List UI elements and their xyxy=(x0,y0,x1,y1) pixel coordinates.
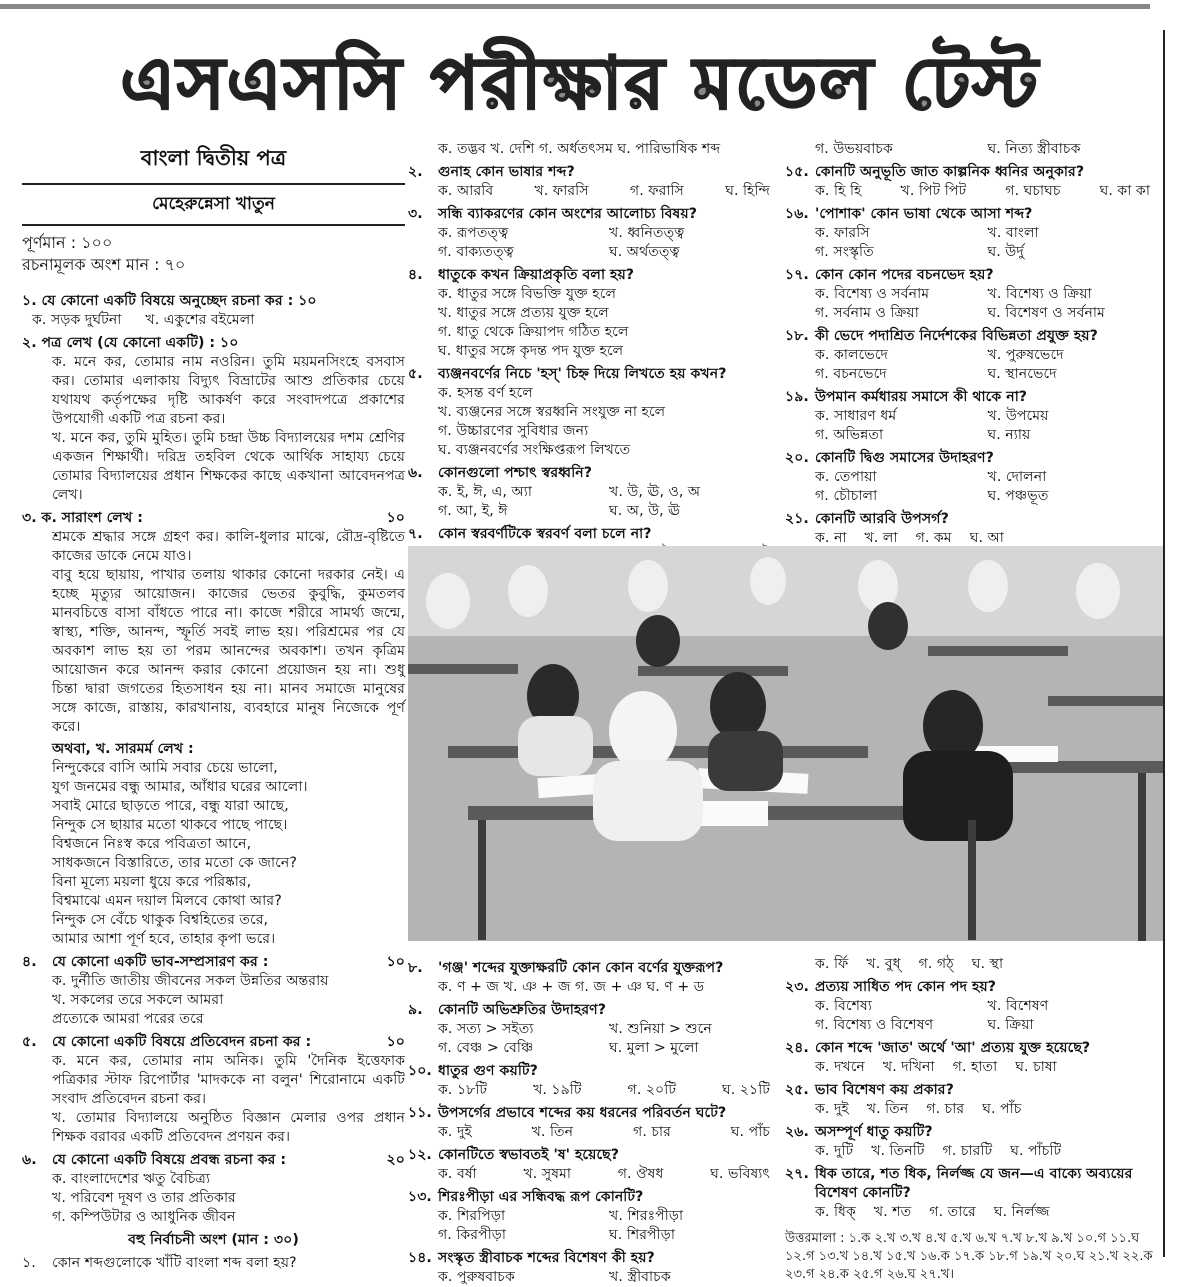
question-text: 'গঞ্জ' শব্দের যুক্তাক্ষরটি কোন কোন বর্ণের যুক্তরূপ? xyxy=(438,960,724,976)
option: ক. দখনে xyxy=(815,1059,865,1075)
question-number: ১০. xyxy=(408,1063,432,1079)
option: ঘ. ব্যঞ্জনবর্ণের সংক্ষিপ্তরূপ লিখতে xyxy=(438,442,631,458)
paragraph: খ. মনে কর, তুমি মুহিত। তুমি চন্দ্রা উচ্চ বিদ্যালয়ের দশম শ্রেণির একজন শিক্ষার্থী। দরিদ্র তহবিল থেকে আর্থিক সাহায্য চেয়ে তোমার বিদ্যালয়ের প্রধান শিক্ষকের কাছে একখানা আবেদনপত্র লেখ। xyxy=(52,430,405,503)
option: ঘ. আ xyxy=(969,530,1005,546)
option: গ. সংস্কৃতি xyxy=(815,244,874,260)
option: খ. শুনিয়া > শুনে xyxy=(609,1021,712,1037)
middle-column-top xyxy=(408,140,780,563)
option: খ. উ, ঊ, ও, অ xyxy=(609,484,701,500)
question-text: ধাতুর গুণ কয়টি? xyxy=(438,1063,538,1079)
option: গ. ধাতু থেকে ক্রিয়াপদ গঠিত হলে xyxy=(438,324,629,340)
poem-line: বিশ্বমাঝে এমন দয়াল মিলবে কোথা আর? xyxy=(52,893,282,909)
subject-title: বাংলা দ্বিতীয় পত্র xyxy=(140,145,287,170)
option: ক. শিরপিড়া xyxy=(438,1208,506,1224)
question-text: কোন শব্দগুলোকে খাঁটি বাংলা শব্দ বলা হয়? xyxy=(52,1255,297,1271)
poem-line: সবাই মোরে ছাড়তে পারে, বন্ধু যারা আছে, xyxy=(52,798,289,814)
creative-marks: রচনামূলক অংশ মান : ৭০ xyxy=(22,255,186,274)
poem-line: সাধকজনে বিস্তারিতে, তার মতো কে জানে? xyxy=(52,855,297,871)
question-number: ৪. xyxy=(408,267,423,283)
options xyxy=(785,1058,1160,1077)
right-column-bottom xyxy=(785,955,1160,1284)
option: খ. বুধ্ xyxy=(866,956,901,972)
options xyxy=(408,1268,780,1287)
option: গ. ঘচাঘচ xyxy=(1005,183,1061,199)
option: গ. বাক্যতত্ত্ব xyxy=(438,244,514,260)
option: ক. বাংলাদেশের ঋতু বৈচিত্র্য xyxy=(52,1171,211,1187)
option: খ. শিরঃপীড়া xyxy=(609,1208,684,1224)
mcq-question xyxy=(785,327,1160,346)
question-number: ১৪. xyxy=(408,1250,432,1266)
page-title: এসএসসি পরীক্ষার মডেল টেস্ট xyxy=(120,40,1040,125)
option: ঘ. বিশেষণ ও সর্বনাম xyxy=(987,305,1105,321)
question-number: ২৩. xyxy=(785,979,809,995)
option: গ. হাতা xyxy=(952,1059,998,1075)
option: ক. পুরুষবাচক xyxy=(438,1269,515,1285)
option: গ. উভয়বাচক xyxy=(815,141,893,157)
option: ঘ. হিন্দি xyxy=(725,183,770,199)
option: গ. ২০টি xyxy=(627,1082,677,1098)
poem-line: নিন্দুক সে ছায়ার মতো থাকবে পাছে পাছে। xyxy=(52,817,288,833)
option: খ. তিন xyxy=(866,1101,909,1117)
poem-line: নিন্দুক সে বেঁচে থাকুক বিশ্বহিতের তরে, xyxy=(52,912,269,928)
option: খ. পরিবেশ দূষণ ও তার প্রতিকার xyxy=(52,1190,236,1206)
right-column-top xyxy=(785,140,1160,571)
question-text: ধাতুকে কখন ক্রিয়াপ্রকৃতি বলা হয়? xyxy=(438,267,635,283)
question-text: যে কোনো একটি বিষয়ে প্রবন্ধ রচনা কর : xyxy=(52,1152,287,1168)
option: ক. না xyxy=(815,530,847,546)
question-number: ১৫. xyxy=(785,164,809,180)
question-1 xyxy=(22,292,405,311)
option: ক. রূপতত্ত্ব xyxy=(438,225,509,241)
option: খ. স্ত্রীবাচক xyxy=(609,1269,671,1285)
options xyxy=(785,1142,1160,1161)
options xyxy=(408,285,780,361)
options xyxy=(22,311,405,330)
option: ঘ. কা কা xyxy=(1099,183,1150,199)
option: ঘ. পঞ্চভূত xyxy=(987,488,1049,504)
question-text: কোনটিতে স্বভাবতই 'ষ' হয়েছে? xyxy=(438,1147,620,1163)
mcq-question xyxy=(408,266,780,285)
question-text: অসম্পূর্ণ ধাতু কয়টি? xyxy=(815,1124,933,1140)
question-text: কোনটি অভিশ্রুতির উদাহরণ? xyxy=(438,1002,606,1018)
poem xyxy=(22,759,405,949)
mcq-question xyxy=(785,163,1160,182)
question-number: ৫. xyxy=(408,366,423,382)
options xyxy=(785,955,1160,974)
option: খ. লা xyxy=(864,530,898,546)
option: ঘ. অর্থতত্ত্ব xyxy=(609,244,680,260)
option: ক. দুটি xyxy=(815,1143,854,1159)
options xyxy=(22,972,405,1029)
passage-line: বাবু হয়ে ছায়ায়, পাখার তলায় থাকার কোনো দরকার নেই। এ হচ্ছে মৃত্যুর আয়োজন। কাজের ভেতর কুবুদ্ধি, কুমতলব মানবচিত্তে বাসা বাঁধতে পারে না। কাজে শরীরে সামর্থ্য জন্মে, স্বাস্থ্য, শক্তি, আনন্দ, স্ফূর্তি সবই লাভ হয়। পরিশ্রমের পর যে অবকাশ লাভ হয় তা পরম আনন্দের অবকাশ। তখন কৃত্রিম আয়োজন করে আনন্দ করার কোনো প্রয়োজন হয় না। শুধু চিন্তা দ্বারা জগতের হিতসাধন হয় না। মানব সমাজে মানুষের সঙ্গে কাজে, রাস্তায়, কারখানায়, ব্যবহারে মানুষ নিজেকে পূর্ণ করে। xyxy=(52,567,405,735)
options xyxy=(785,407,1160,445)
option: গ. চার xyxy=(633,1124,671,1140)
option: ঘ. ভবিষ্যৎ xyxy=(710,1166,770,1182)
option: খ. তিন xyxy=(531,1124,574,1140)
option: ঘ. উর্দু xyxy=(987,244,1024,260)
options xyxy=(408,182,780,201)
option: গ. ঔষধ xyxy=(617,1166,664,1182)
question-text: যে কোনো একটি ভাব-সম্প্রসারণ কর : xyxy=(52,954,269,970)
poem-line: নিন্দুকেরে বাসি আমি সবার চেয়ে ভালো, xyxy=(52,760,278,776)
option: গ. বিশেষ্য ও বিশেষণ xyxy=(815,1017,934,1033)
question-number: ২৪. xyxy=(785,1040,809,1056)
options xyxy=(785,224,1160,262)
option: ঘ. নিত্য স্ত্রীবাচক xyxy=(987,141,1081,157)
question-text: সন্ধি ব্যাকরণের কোন অংশের আলোচ্য বিষয়? xyxy=(438,206,697,222)
question-text: কোন স্বরবর্ণটিকে স্বরবর্ণ বলা চলে না? xyxy=(438,526,652,542)
exam-hall-photo xyxy=(408,546,1163,941)
paragraph: খ. তোমার বিদ্যালয়ে অনুষ্ঠিত বিজ্ঞান মেলার ওপর প্রধান শিক্ষক বরাবর একটি প্রতিবেদন প্রণয়ন কর। xyxy=(52,1110,405,1145)
option: ক. ফারসি xyxy=(815,225,870,241)
mcq-question xyxy=(785,266,1160,285)
question-marks: ১০ xyxy=(386,954,405,970)
question-text: ১. যে কোনো একটি বিষয়ে অনুচ্ছেদ রচনা কর : ১০ xyxy=(22,293,317,309)
option: ঘ. ধাতুর সঙ্গে কৃদন্ত পদ যুক্ত হলে xyxy=(438,343,624,359)
question-text: উপমান কর্মধারয় সমাসে কী থাকে না? xyxy=(815,389,1028,405)
option: ঘ. স্থানভেদে xyxy=(987,366,1057,382)
option: ক. ১৮টি xyxy=(438,1082,488,1098)
question-number: ৫. xyxy=(22,1034,37,1050)
option: গ. কম xyxy=(915,530,952,546)
option: ঘ. মুলা > মুলো xyxy=(609,1040,699,1056)
mcq-question xyxy=(408,1146,780,1165)
question-number: ১২. xyxy=(408,1147,432,1163)
options xyxy=(408,1020,780,1058)
question-number: ১৯. xyxy=(785,389,809,405)
question-text: ব্যঞ্জনবর্ণের নিচে 'হস্' চিহ্ন দিয়ে লিখতে হয় কখন? xyxy=(438,366,727,382)
option: খ. ১৯টি xyxy=(533,1082,582,1098)
option: খ. ধ্বনিতত্ত্ব xyxy=(609,225,685,241)
question-number: ১. xyxy=(22,1255,36,1271)
options-line: ক. তদ্ভব খ. দেশি গ. অর্ধতৎসম ঘ. পারিভাষিক শব্দ xyxy=(438,141,721,157)
question-text: গুনাহ কোন ভাষার শব্দ? xyxy=(438,164,575,180)
question-number: ১৭. xyxy=(785,267,809,283)
mcq-question xyxy=(785,510,1160,529)
option: গ. চার xyxy=(926,1101,965,1117)
option: খ. একুশের বইমেলা xyxy=(145,312,255,328)
mcq-question-1 xyxy=(22,1254,405,1273)
option: ক. সত্য > সইত্য xyxy=(438,1021,534,1037)
mcq-question xyxy=(785,449,1160,468)
option: ঘ. চাষা xyxy=(1015,1059,1057,1075)
options xyxy=(408,483,780,521)
option: গ. উচ্চারণের সুবিধার জন্য xyxy=(438,423,589,439)
question-text: কোন কোন পদের বচনভেদ হয়? xyxy=(815,267,994,283)
question-number: ১৮. xyxy=(785,328,809,344)
question-number: ৬. xyxy=(22,1152,37,1168)
question-6 xyxy=(22,1151,405,1170)
option: ক. আরবি xyxy=(438,183,494,199)
question-marks: ১০ xyxy=(386,510,405,526)
option: খ. সকলের তরে সকলে আমরা xyxy=(52,992,224,1008)
options xyxy=(785,182,1160,201)
photo-illustration xyxy=(408,546,1163,941)
mcq-question xyxy=(408,1104,780,1123)
option: গ. কিরপীড়া xyxy=(438,1227,507,1243)
option: গ. আ, ই, ঈ xyxy=(438,503,508,519)
option: ক. বিশেষ্য ও সর্বনাম xyxy=(815,286,930,302)
question-text: কোনটি দ্বিগু সমাসের উদাহরণ? xyxy=(815,450,994,466)
question-number: ৭. xyxy=(408,526,423,542)
middle-column-bottom xyxy=(408,955,780,1287)
option: ঘ. ন্যায় xyxy=(987,427,1031,443)
poem-line: যুগ জনমের বন্ধু আমার, আঁধার ঘরের আলো। xyxy=(52,779,308,795)
option: খ. বিশেষণ xyxy=(987,998,1049,1014)
option: খ. বিশেষ্য ও ক্রিয়া xyxy=(987,286,1092,302)
option: খ. পুরুষভেদে xyxy=(987,347,1064,363)
mcq-question xyxy=(408,205,780,224)
answer-key: উত্তরমালা : ১.ক ২.খ ৩.খ ৪.খ ৫.খ ৬.খ ৭.খ ৮.খ ৯.খ ১০.গ ১১.ঘ ১২.গ ১৩.খ ১৪.খ ১৫.খ ১৬.ক ১৭.ক ১৮.গ ১৯.খ ২০.ঘ ২১.খ ২২.ক ২৩.গ ২৪.ক ২৫.গ ২৬.ঘ ২৭.খ। xyxy=(785,1231,1153,1282)
question-text: কী ভেদে পদাশ্রিত নির্দেশকের বিভিন্নতা প্রযুক্ত হয়? xyxy=(815,328,1098,344)
option: খ. সুষমা xyxy=(523,1166,572,1182)
option: খ. ধাতুর সঙ্গে প্রত্যয় যুক্ত হলে xyxy=(438,305,609,321)
mcq-question xyxy=(408,525,780,544)
question-number: ২৫. xyxy=(785,1082,809,1098)
mcq-question xyxy=(408,1188,780,1207)
option: প্রত্যেকে আমরা পরের তরে xyxy=(52,1011,204,1027)
options xyxy=(408,1207,780,1245)
question-5 xyxy=(22,1033,405,1052)
option: ঘ. নির্লজ্জ xyxy=(993,1204,1050,1220)
question-text: উপসর্গের প্রভাবে শব্দের কয় ধরনের পরিবর্তন ঘটে? xyxy=(438,1105,727,1121)
options xyxy=(785,346,1160,384)
option: খ. উপমেয় xyxy=(987,408,1049,424)
option: ক. তেপায়া xyxy=(815,469,877,485)
options xyxy=(408,1081,780,1100)
option: ঘ. ক্রিয়া xyxy=(987,1017,1034,1033)
full-marks: পূর্ণমান : ১০০ xyxy=(22,233,113,252)
options-line: ক. ণ + জ খ. ঞ + জ গ. জ + ঞ ঘ. ণ + ড xyxy=(438,979,705,995)
options xyxy=(408,224,780,262)
question-number: ২৭. xyxy=(785,1166,809,1182)
mcq-question xyxy=(785,978,1160,997)
mcq-question xyxy=(785,1123,1160,1142)
options xyxy=(785,140,1160,159)
question-number: ১৬. xyxy=(785,206,809,222)
option: গ. ফরাসি xyxy=(629,183,684,199)
left-column xyxy=(22,140,405,1273)
option: খ. তিনটি xyxy=(871,1143,925,1159)
option: ঘ. পাঁচটি xyxy=(1010,1143,1062,1159)
mcq-question xyxy=(408,1062,780,1081)
question-number: ৮. xyxy=(408,960,423,976)
question-text: ধিক তারে, শত ধিক, নির্লজ্জ যে জন—এ বাক্যে অব্যয়ের বিশেষণ কোনটি? xyxy=(815,1166,1133,1201)
option: ক. ধিক্ xyxy=(815,1204,856,1220)
option: খ. দোলনা xyxy=(987,469,1047,485)
question-text: শিরঃপীড়া এর সন্ধিবদ্ধ রূপ কোনটি? xyxy=(438,1189,644,1205)
mcq-question xyxy=(408,959,780,978)
mcq-question xyxy=(785,388,1160,407)
top-rule xyxy=(0,4,1150,9)
options xyxy=(22,1170,405,1227)
option: খ. ব্যঞ্জনের সঙ্গে স্বরধ্বনি সংযুক্ত না হলে xyxy=(438,404,666,420)
options xyxy=(785,1203,1160,1222)
option: খ. পিট পিট xyxy=(900,183,967,199)
mcq-question xyxy=(785,1039,1160,1058)
options xyxy=(408,1123,780,1142)
question-number: ৩. xyxy=(408,206,423,222)
question-2 xyxy=(22,334,405,353)
question-list xyxy=(785,955,1160,1222)
options xyxy=(785,285,1160,323)
question-marks: ১০ xyxy=(386,1034,405,1050)
option: ক. বিশেষ্য xyxy=(815,998,872,1014)
option: খ. শত xyxy=(873,1204,912,1220)
option: ক. বর্ষা xyxy=(438,1166,477,1182)
passage xyxy=(22,528,405,737)
option: ক. কালভেদে xyxy=(815,347,888,363)
option: গ. বেঞ্চ > বেঞ্চি xyxy=(438,1040,534,1056)
question-3 xyxy=(22,509,405,528)
mcq-question xyxy=(785,1165,1160,1203)
option: ক. ই, ঈ, এ, অ্যা xyxy=(438,484,532,500)
mcq-question xyxy=(785,1081,1160,1100)
mcq-question xyxy=(408,1249,780,1268)
option: গ. সর্বনাম ও ক্রিয়া xyxy=(815,305,919,321)
paragraph: ক. মনে কর, তোমার নাম অনিক। তুমি 'দৈনিক ইত্তেফাক পত্রিকার স্টাফ রিপোর্টার 'মাদককে না বলুন' শিরোনামে একটি সংবাদ প্রতিবেদন রচনা কর। xyxy=(52,1053,405,1107)
option: গ. চৌচালা xyxy=(815,488,878,504)
options xyxy=(785,1100,1160,1119)
poem-line: বিশ্বজনে নিঃস্ব করে পবিত্রতা আনে, xyxy=(52,836,252,852)
question-number: ২৬. xyxy=(785,1124,809,1140)
option: ক. সড়ক দুর্ঘটনা xyxy=(32,312,122,328)
option: ঘ. শিরপীড়া xyxy=(609,1227,675,1243)
question-text: যে কোনো একটি বিষয়ে প্রতিবেদন রচনা কর : xyxy=(52,1034,312,1050)
option: খ. ফারসি xyxy=(534,183,589,199)
question-text: প্রত্যয় সাধিত পদ কোন পদ হয়? xyxy=(815,979,997,995)
question-number: ৬. xyxy=(408,465,423,481)
option: ক. সাধারণ ধর্ম xyxy=(815,408,897,424)
question-number: ২. xyxy=(408,164,423,180)
option: গ. অভিন্নতা xyxy=(815,427,884,443)
passage-line: শ্রমকে শ্রদ্ধার সঙ্গে গ্রহণ কর। কালি-ধুলার মাঝে, রৌদ্র-বৃষ্টিতে কাজের ডাকে নেমে যাও। xyxy=(52,529,405,564)
question-number: ৪. xyxy=(22,954,37,970)
author-name: মেহেরুন্নেসা খাতুন xyxy=(22,183,405,226)
alt-heading: অথবা, খ. সারমর্ম লেখ : xyxy=(52,741,194,757)
question-number: ২০. xyxy=(785,450,809,466)
mcq-question xyxy=(408,464,780,483)
question-text: ৩. ক. সারাংশ লেখ : xyxy=(22,510,143,526)
option: ঘ. ২১টি xyxy=(721,1082,770,1098)
options xyxy=(408,1165,780,1184)
option: ক. দুই xyxy=(815,1101,849,1117)
question-text: 'পোশাক' কোন ভাষা থেকে আসা শব্দ? xyxy=(815,206,1033,222)
question-text: ২. পত্র লেখ (যে কোনো একটি) : ১০ xyxy=(22,335,239,351)
mcq-question xyxy=(785,205,1160,224)
mcq-heading: বহু নির্বাচনী অংশ (মান : ৩০) xyxy=(128,1232,299,1248)
question-text: সংস্কৃত স্ত্রীবাচক শব্দের বিশেষণ কী হয়? xyxy=(438,1250,655,1266)
question-number: ২১. xyxy=(785,511,809,527)
option: ক. ধাতুর সঙ্গে বিভক্তি যুক্ত হলে xyxy=(438,286,617,302)
option: ঘ. পাঁচ xyxy=(982,1101,1022,1117)
option: ঘ. অ, উ, ঊ xyxy=(609,503,681,519)
option: খ. বাংলা xyxy=(987,225,1039,241)
question-text: কোন শব্দে 'জাত' অর্থে 'আ' প্রত্যয় যুক্ত হয়েছে? xyxy=(815,1040,1091,1056)
option: গ. বচনভেদে xyxy=(815,366,887,382)
option: গ. তারে xyxy=(929,1204,976,1220)
mcq-question xyxy=(408,365,780,384)
question-4 xyxy=(22,953,405,972)
question-text: ভাব বিশেষণ কয় প্রকার? xyxy=(815,1082,954,1098)
option: গ. গঠ্ xyxy=(918,956,954,972)
question-text: কোনটি অনুভূতি জাত কাল্পনিক ধ্বনির অনুকার? xyxy=(815,164,1085,180)
option: খ. দখিনা xyxy=(882,1059,935,1075)
options xyxy=(408,384,780,460)
option: গ. কম্পিউটার ও আধুনিক জীবন xyxy=(52,1209,236,1225)
question-number: ৯. xyxy=(408,1002,423,1018)
option: ঘ. পাঁচ xyxy=(730,1124,770,1140)
question-text: কোনটি আরবি উপসর্গ? xyxy=(815,511,949,527)
question-text: কোনগুলো পশ্চাৎ স্বরধ্বনি? xyxy=(438,465,592,481)
options xyxy=(785,468,1160,506)
mcq-question xyxy=(408,1001,780,1020)
mcq-question xyxy=(408,163,780,182)
question-number: ১৩. xyxy=(408,1189,432,1205)
option: ক. র্ফি xyxy=(815,956,849,972)
question-marks: ২০ xyxy=(386,1152,405,1168)
poem-line: আমার আশা পূর্ণ হবে, তাহার কৃপা ভরে। xyxy=(52,931,276,947)
option: ক. হি হি xyxy=(815,183,862,199)
question-number: ১১. xyxy=(408,1105,432,1121)
option: ক. হসন্ত বর্ণ হলে xyxy=(438,385,533,401)
option: ঘ. স্থা xyxy=(971,956,1004,972)
option: ক. দুই xyxy=(438,1124,472,1140)
paragraph: ক. মনে কর, তোমার নাম নওরিন। তুমি ময়মনসিংহে বসবাস কর। তোমার এলাকায় বিদ্যুৎ বিভ্রাটের আশু প্রতিকার চেয়ে যথাযথ কর্তৃপক্ষের দৃষ্টি আকর্ষণ করে সংবাদপত্রে প্রকাশের উপযোগী একটি পত্র রচনা কর। xyxy=(52,354,405,427)
options xyxy=(785,997,1160,1035)
option: গ. চারটি xyxy=(942,1143,993,1159)
right-column-rule xyxy=(1163,30,1165,1257)
option: ক. দুর্নীতি জাতীয় জীবনের সকল উন্নতির অন্তরায় xyxy=(52,973,329,989)
poem-line: বিনা মূল্যে ময়লা ধুয়ে করে পরিষ্কার, xyxy=(52,874,252,890)
